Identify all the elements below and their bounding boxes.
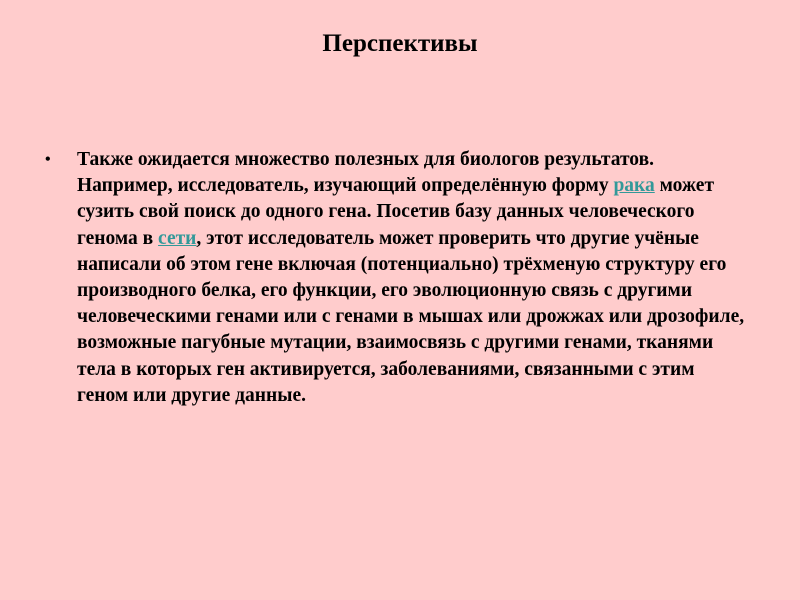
bullet-item — [45, 147, 745, 409]
cancer-link[interactable]: рака — [613, 175, 655, 197]
bullet-list — [45, 147, 745, 409]
network-link[interactable]: сети — [158, 227, 197, 249]
bullet-icon: • — [45, 151, 51, 168]
paragraph-text-part-2: может сузить свой поиск до одного гена. Посетив базу данных человеческого генома в — [77, 175, 715, 249]
slide-title: Перспективы — [322, 30, 478, 57]
paragraph-text-part-1: Также ожидается множество полезных для биологов результатов. Например, исследователь, изучающий определённую форму — [77, 149, 654, 197]
paragraph-text-part-3: , этот исследователь может проверить что другие учёные написали об этом гене включая (потенциально) трёхменую структуру его производного белка, его функции, его эволюционную связь с другими человеческими генами или с генами в мышах или дрожжах или дрозофиле, возможные пагубные мутации, взаимосвязь с другими генами, тканями тела в которых ген активируется, заболеваниями, связанными с этим геном или другие данные. — [77, 227, 745, 406]
